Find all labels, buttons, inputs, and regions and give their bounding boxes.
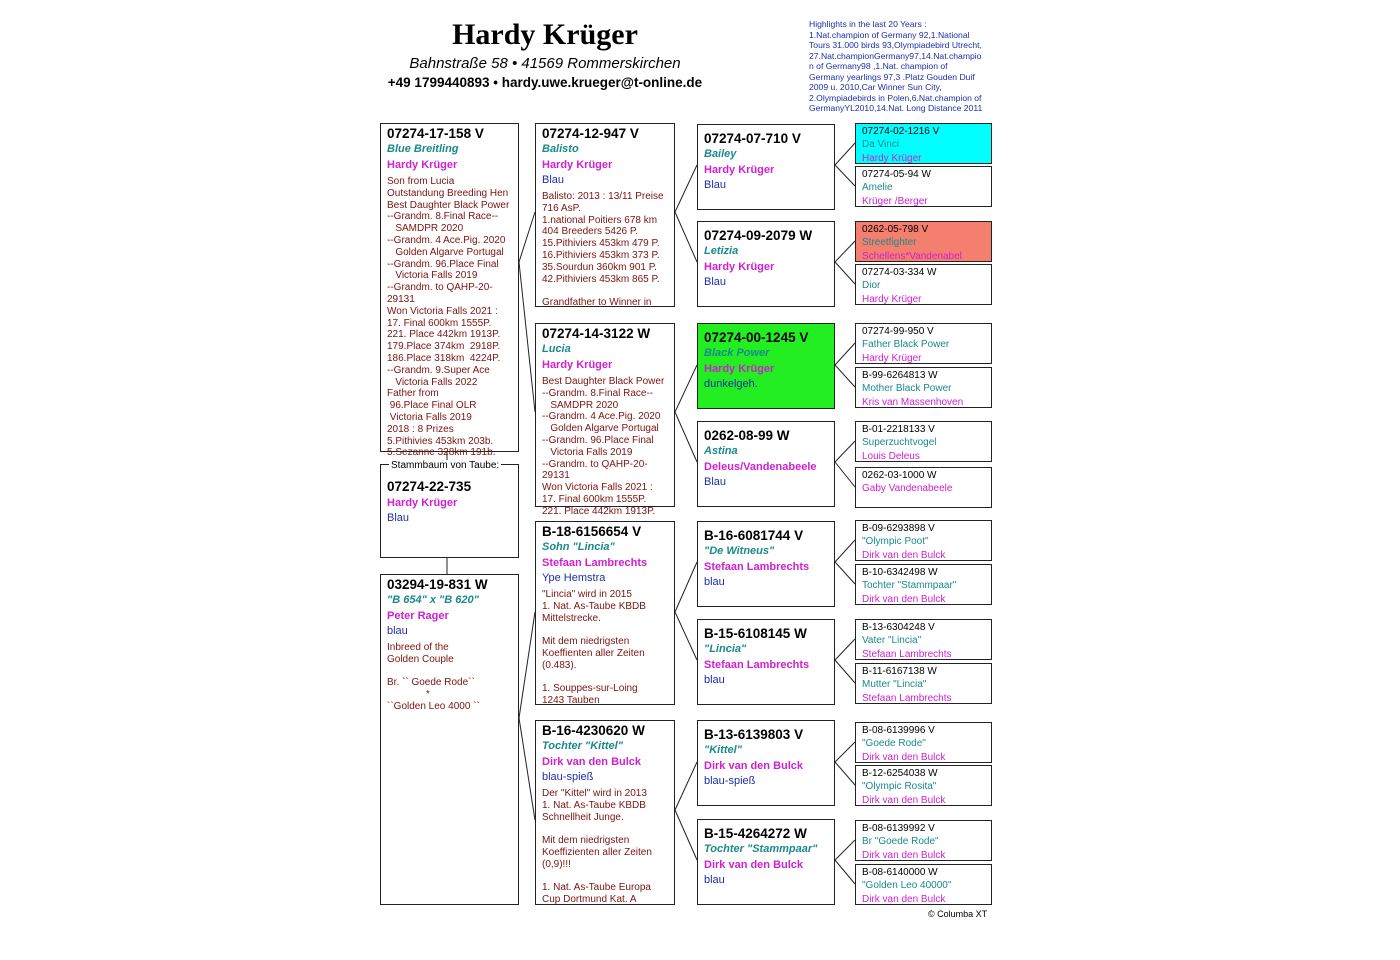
note-line: Grandfather to Winner in xyxy=(542,297,652,309)
gen3-ring: B-15-4264272 W xyxy=(704,826,807,841)
highlight-line: 2009 u. 2010,Car Winner Sun City, xyxy=(809,82,942,92)
note-line: Victoria Falls 2019 xyxy=(542,446,633,458)
gen4-card[interactable] xyxy=(855,166,992,207)
highlight-line: 2.Olympiadebirds in Polen,6.Nat.champion of xyxy=(809,92,982,103)
note-line: "Lincia" wird in 2015 xyxy=(542,589,632,600)
gen3-card[interactable] xyxy=(697,323,835,409)
gen4-breeder: Stefaan Lambrechts xyxy=(862,693,952,704)
gen3-name: Tochter "Stammpaar" xyxy=(704,843,818,855)
highlight-line: n of Germany98 ,1.Nat. champion of xyxy=(809,61,948,71)
pigeon-notes xyxy=(387,176,512,459)
gen4-card[interactable] xyxy=(855,264,992,305)
dam-color: blau xyxy=(387,625,408,637)
gen4-breeder: Hardy Krüger xyxy=(862,153,922,164)
pigeon-breeder: Hardy Krüger xyxy=(387,159,458,171)
gen3-breeder: Hardy Krüger xyxy=(704,363,775,375)
gen4-card[interactable] xyxy=(855,520,992,561)
note-line: SAMDPR 2020 xyxy=(387,223,464,235)
gen3-ring: B-13-6139803 V xyxy=(704,727,804,742)
note-line: Victoria Falls 2019 xyxy=(387,411,472,423)
gen4-ring: B-13-6304248 V xyxy=(862,622,935,633)
note-line: Son from Lucia xyxy=(387,176,455,187)
pigeon-card[interactable] xyxy=(380,123,519,459)
note-line: 29131 xyxy=(387,293,415,305)
gen4-ring: 0262-03-1000 W xyxy=(862,470,937,481)
gen4-name: Amelie xyxy=(862,182,893,193)
dam-notes xyxy=(387,642,512,713)
gen3-card[interactable] xyxy=(697,819,835,905)
gen2-notes xyxy=(542,788,668,906)
note-line xyxy=(387,666,512,678)
gen3-color: Blau xyxy=(704,179,727,191)
gen4-breeder: Dirk van den Bulck xyxy=(862,850,946,861)
note-line: --Grandm. 96.Place Final xyxy=(542,434,654,446)
note-line: Balisto: 2013 : 13/11 Preise xyxy=(542,191,664,202)
gen4-breeder: Kris van Massenhoven xyxy=(862,397,964,408)
note-line: Won Victoria Falls 2021 : xyxy=(542,482,653,494)
gen2-breeder: Hardy Krüger xyxy=(542,359,613,371)
gen2-ring: 07274-12-947 V xyxy=(542,126,639,141)
highlight-line: 27.Nat.championGermany97,14.Nat.champio xyxy=(809,50,982,61)
note-line: Mittelstrecke. xyxy=(542,612,601,624)
note-line: Br. `` Goede Rode`` xyxy=(387,677,475,689)
note-line: 1. Nat. As-Taube Europa xyxy=(542,882,651,894)
gen3-color: blau xyxy=(704,576,725,588)
note-line: Schnellheit Junge. xyxy=(542,811,624,823)
highlight-line: Tours 31.000 birds 93,Olympiadebird Utrecht, xyxy=(809,40,982,50)
gen4-ring: 07274-05-94 W xyxy=(862,169,931,180)
note-line: Inbreed of the xyxy=(387,642,449,653)
gen4-name: Streetfighter xyxy=(862,237,917,248)
gen2-breeder: Hardy Krüger xyxy=(542,159,613,171)
gen4-breeder: Dirk van den Bulck xyxy=(862,550,946,561)
gen4-name: "Golden Leo 40000" xyxy=(862,880,952,891)
note-line: 179.Place 374km 2918P. xyxy=(387,341,501,353)
gen4-breeder: Krüger /Berger xyxy=(862,196,928,207)
gen3-card[interactable] xyxy=(697,521,835,607)
note-line: 221. Place 442km 1913P. xyxy=(542,505,656,517)
dam-breeder: Peter Rager xyxy=(387,610,449,622)
highlight-line: Germany yearlings 97,3 .Platz Gouden Duif xyxy=(809,71,975,82)
gen3-ring: 07274-00-1245 V xyxy=(704,330,809,345)
gen2-ring: 07274-14-3122 W xyxy=(542,326,651,341)
gen4-card[interactable] xyxy=(855,421,992,462)
note-line: 2018 : 8 Prizes xyxy=(387,423,454,435)
note-line: (0,9)!!! xyxy=(542,858,571,870)
gen3-color: Blau xyxy=(704,276,727,288)
gen4-name: Father Black Power xyxy=(862,339,950,350)
gen3-breeder: Stefaan Lambrechts xyxy=(704,659,810,671)
note-line: Koeffienten aller Zeiten xyxy=(542,647,645,659)
note-line: --Grandm. 8.Final Race-- xyxy=(542,387,654,399)
note-line: --Grandm. 9.Super Ace xyxy=(387,364,490,376)
note-line: ``Golden Leo 4000 `` xyxy=(387,700,480,712)
gen2-ring: B-18-6156654 V xyxy=(542,524,642,539)
gen3-name: Bailey xyxy=(704,148,737,160)
gen3-ring: 0262-08-99 W xyxy=(704,428,790,443)
gen4-ring: B-12-6254038 W xyxy=(862,768,938,779)
gen4-card[interactable] xyxy=(855,722,992,763)
gen4-card[interactable] xyxy=(855,467,992,508)
gen4-name: Br "Goede Rode" xyxy=(862,836,939,847)
gen2-card[interactable] xyxy=(535,521,675,705)
note-line: Victoria Falls 2019 xyxy=(387,270,478,282)
gen4-name: "Olympic Rosita" xyxy=(862,781,937,792)
gen4-name: Superzuchtvogel xyxy=(862,437,937,448)
note-line: Koeffizienten aller Zeiten xyxy=(542,846,652,858)
gen3-ring: 07274-09-2079 W xyxy=(704,228,813,243)
stammbaum-card[interactable] xyxy=(380,460,519,558)
gen4-ring: 07274-02-1216 V xyxy=(862,126,940,137)
gen4-name: Dior xyxy=(862,280,881,291)
note-line: Mit dem niedrigsten xyxy=(542,636,630,648)
gen4-ring: B-08-6139992 V xyxy=(862,823,935,834)
gen2-notes xyxy=(542,376,668,518)
note-line: Golden Algarve Portugal xyxy=(542,423,659,435)
note-line: Mit dem niedrigsten xyxy=(542,835,630,847)
gen3-color: blau xyxy=(704,874,725,886)
stammbaum-label: Stammbaum von Taube: xyxy=(391,460,500,471)
note-line: Golden Couple xyxy=(387,653,454,665)
gen4-breeder: Louis Deleus xyxy=(862,451,920,462)
gen3-breeder: Deleus/Vandenabeele xyxy=(704,461,817,473)
gen2-name: Sohn "Lincia" xyxy=(542,541,615,553)
gen3-name: Astina xyxy=(704,445,738,457)
note-line: 1. Nat. As-Taube KBDB xyxy=(542,600,646,612)
gen2-breeder: Stefaan Lambrechts xyxy=(542,557,648,569)
dam-name: "B 654" x "B 620" xyxy=(387,594,479,606)
gen4-breeder: Hardy Krüger xyxy=(862,353,922,364)
gen2-card[interactable] xyxy=(535,720,675,905)
note-line: Outstandung Breeding Hen xyxy=(387,187,509,199)
gen3-breeder: Hardy Krüger xyxy=(704,261,775,273)
note-line: 1. Nat. As-Taube KBDB xyxy=(542,799,646,811)
gen4-card[interactable] xyxy=(855,564,992,605)
note-line: 716 AsP. xyxy=(542,202,581,214)
note-line xyxy=(542,672,668,684)
gen4-breeder: Dirk van den Bulck xyxy=(862,894,946,905)
gen4-name: Gaby Vandenabeele xyxy=(862,483,953,494)
gen3-ring: 07274-07-710 V xyxy=(704,131,801,146)
gen4-name: Da Vinci xyxy=(862,139,900,150)
gen4-ring: B-01-2218133 V xyxy=(862,424,935,435)
gen3-name: Letizia xyxy=(704,245,739,257)
gen4-breeder: Hardy Krüger xyxy=(862,294,922,305)
gen2-ring: B-16-4230620 W xyxy=(542,723,645,738)
gen4-name: Mother Black Power xyxy=(862,383,952,394)
gen3-color: dunkelgeh. xyxy=(704,378,758,390)
pigeon-ring: 07274-17-158 V xyxy=(387,126,484,141)
note-line: 1243 Tauben xyxy=(542,695,600,707)
gen3-card[interactable] xyxy=(697,421,835,507)
gen4-name: Tochter "Stammpaar" xyxy=(862,580,957,591)
copyright-footer: © Columba XT xyxy=(928,909,988,919)
gen4-card[interactable] xyxy=(855,323,992,364)
gen4-card[interactable] xyxy=(855,765,992,806)
note-line: --Grandm. 4 Ace.Pig. 2020 xyxy=(542,411,661,423)
gen4-card[interactable] xyxy=(855,367,992,408)
gen4-name: "Goede Rode" xyxy=(862,738,926,749)
gen4-ring: B-08-6140000 W xyxy=(862,867,938,878)
gen4-breeder: Stefaan Lambrechts xyxy=(862,649,952,660)
gen4-ring: B-99-6264813 W xyxy=(862,370,938,381)
gen2-breeder: Dirk van den Bulck xyxy=(542,756,642,768)
gen2-notes xyxy=(542,191,668,309)
gen2-notes xyxy=(542,589,668,707)
note-line xyxy=(542,871,668,883)
note-line: --Grandm. 4 Ace.Pig. 2020 xyxy=(387,234,506,246)
gen2-name: Tochter "Kittel" xyxy=(542,740,623,752)
gen3-breeder: Dirk van den Bulck xyxy=(704,760,804,772)
note-line: (0.483). xyxy=(542,659,577,671)
note-line: 5.Pithivies 453km 203b. xyxy=(387,435,494,447)
note-line: 1. Souppes-sur-Loing xyxy=(542,683,638,695)
note-line: Golden Algarve Portugal xyxy=(387,246,504,258)
gen3-breeder: Hardy Krüger xyxy=(704,164,775,176)
note-line xyxy=(542,624,668,636)
stammbaum-color: Blau xyxy=(387,512,410,524)
note-line: Cup Dortmund Kat. A xyxy=(542,894,637,906)
note-line: 29131 xyxy=(542,470,570,482)
gen4-name: Mutter "Lincia" xyxy=(862,679,927,690)
note-line: 17. Final 600km 1555P. xyxy=(387,317,492,329)
gen2-color: Ype Hemstra xyxy=(542,572,606,584)
gen2-name: Balisto xyxy=(542,143,579,155)
gen4-card[interactable] xyxy=(855,619,992,660)
note-line: * xyxy=(387,689,430,701)
note-line: 35.Sourdun 360km 901 P. xyxy=(542,261,657,273)
highlight-line: Highlights in the last 20 Years : xyxy=(809,19,927,29)
note-line: Victoria Falls 2022 xyxy=(387,376,478,388)
stammbaum-ring: 07274-22-735 xyxy=(387,479,472,494)
dam-card[interactable] xyxy=(380,574,519,905)
note-line xyxy=(542,285,668,297)
note-line: 42.Pithiviers 453km 865 P. xyxy=(542,273,660,285)
highlight-line: 1.Nat.champion of Germany 92,1.National xyxy=(809,29,970,40)
note-line: 16.Pithiviers 453km 373 P. xyxy=(542,249,660,261)
note-line: Best Daughter Black Power xyxy=(542,376,665,387)
highlight-line: GermanyYL2010,14.Nat. Long Distance 2011 xyxy=(809,103,983,113)
gen3-color: blau-spieß xyxy=(704,775,756,787)
note-line: 17. Final 600km 1555P. xyxy=(542,493,647,505)
gen4-ring: B-08-6139996 V xyxy=(862,725,935,736)
gen3-card[interactable] xyxy=(697,619,835,705)
pigeon-name: Blue Breitling xyxy=(387,143,459,155)
note-line: 404 Breeders 5426 P. xyxy=(542,226,639,238)
note-line: --Grandm. 8.Final Race-- xyxy=(387,211,499,223)
gen4-card[interactable] xyxy=(855,221,992,262)
gen4-ring: B-10-6342498 W xyxy=(862,567,938,578)
gen2-color: blau-spieß xyxy=(542,771,594,783)
gen3-ring: B-15-6108145 W xyxy=(704,626,807,641)
gen3-name: "De Witneus" xyxy=(704,545,775,557)
gen4-card[interactable] xyxy=(855,864,992,905)
gen4-ring: B-11-6167138 W xyxy=(862,666,937,677)
gen2-name: Lucia xyxy=(542,343,571,355)
gen3-color: blau xyxy=(704,674,725,686)
gen3-ring: B-16-6081744 V xyxy=(704,528,804,543)
dam-ring: 03294-19-831 W xyxy=(387,577,488,592)
gen4-ring: 07274-03-334 W xyxy=(862,267,937,278)
gen4-ring: B-09-6293898 V xyxy=(862,523,935,534)
gen3-breeder: Dirk van den Bulck xyxy=(704,859,804,871)
gen2-card[interactable] xyxy=(535,123,675,307)
gen4-breeder: Dirk van den Bulck xyxy=(862,594,946,605)
gen4-breeder: Dirk van den Bulck xyxy=(862,752,946,763)
gen4-card[interactable] xyxy=(855,820,992,861)
gen4-name: Vater "Lincia" xyxy=(862,635,922,646)
note-line: 221. Place 442km 1913P. xyxy=(387,329,501,341)
note-line: Won Victoria Falls 2021 : xyxy=(387,305,498,317)
gen4-card[interactable] xyxy=(855,663,992,704)
note-line: --Grandm. to QAHP-20- xyxy=(542,458,648,470)
gen4-breeder: Schellens*Vandenabel xyxy=(862,251,962,262)
breeder-address: Bahnstraße 58 • 41569 Rommerskirchen xyxy=(409,55,681,72)
note-line: Father from xyxy=(387,388,439,400)
gen3-name: "Kittel" xyxy=(704,744,742,756)
note-line: Best Daughter Black Power xyxy=(387,199,510,211)
gen3-breeder: Stefaan Lambrechts xyxy=(704,561,810,573)
gen4-ring: 07274-99-950 V xyxy=(862,326,934,337)
note-line: 186.Place 318km 4224P. xyxy=(387,352,501,364)
gen3-card[interactable] xyxy=(697,124,835,210)
note-line: Der "Kittel" wird in 2013 xyxy=(542,788,647,799)
note-line: SAMDPR 2020 xyxy=(542,399,619,411)
breeder-contact: +49 1799440893 • hardy.uwe.krueger@t-online.de xyxy=(387,75,703,90)
note-line: 15.Pithiviers 453km 479 P. xyxy=(542,238,660,250)
gen3-card[interactable] xyxy=(697,720,835,806)
gen3-name: Black Power xyxy=(704,347,770,359)
gen4-name: "Olympic Poot" xyxy=(862,536,929,547)
gen2-color: Blau xyxy=(542,174,565,186)
gen3-card[interactable] xyxy=(697,221,835,307)
gen3-name: "Lincia" xyxy=(704,643,747,655)
gen4-breeder: Dirk van den Bulck xyxy=(862,795,946,806)
note-line: 5.Sezanne 328km 191b. xyxy=(387,447,496,459)
note-line: 96.Place Final OLR xyxy=(387,400,477,412)
note-line: --Grandm. to QAHP-20- xyxy=(387,282,493,294)
note-line xyxy=(542,823,668,835)
note-line: --Grandm. 96.Place Final xyxy=(387,258,499,270)
gen3-color: Blau xyxy=(704,476,727,488)
gen4-ring: 0262-05-798 V xyxy=(862,224,929,235)
note-line: 1.national Poitiers 678 km xyxy=(542,214,658,226)
stammbaum-breeder: Hardy Krüger xyxy=(387,497,458,509)
page-title: Hardy Krüger xyxy=(452,18,638,51)
gen4-card[interactable] xyxy=(855,123,992,164)
gen2-card[interactable] xyxy=(535,323,675,517)
